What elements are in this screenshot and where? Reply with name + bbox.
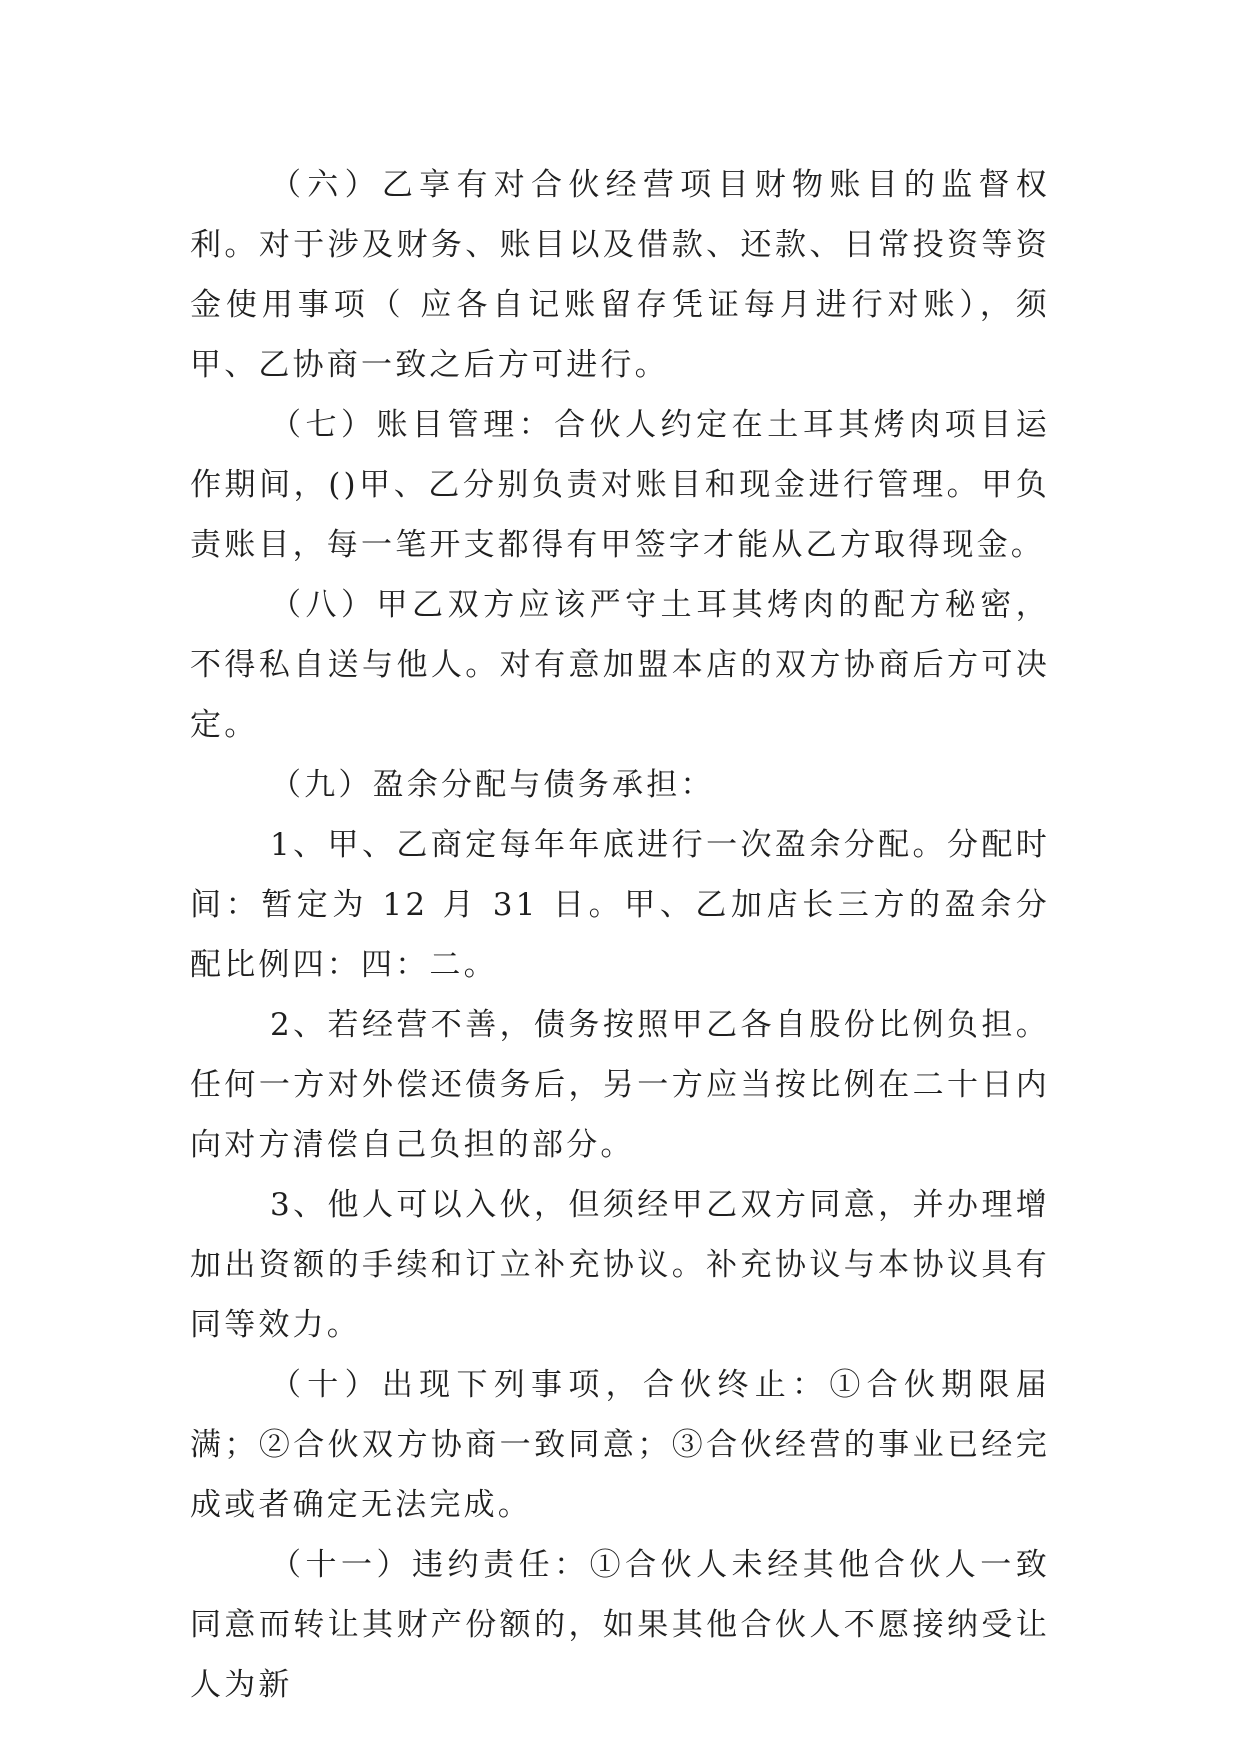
paragraph-clause-6: （六）乙享有对合伙经营项目财物账目的监督权利。对于涉及财务、账目以及借款、还款、日常投资等资金使用事项（ 应各自记账留存凭证每月进行对账），须甲、乙协商一致之后方可进行。 <box>190 167 1050 383</box>
paragraph-clause-9-item-2: 2、若经营不善，债务按照甲乙各自股份比例负担。任何一方对外偿还债务后，另一方应当按比例在二十日内向对方清偿自己负担的部分。 <box>190 1007 1050 1163</box>
paragraph-clause-7: （七）账目管理：合伙人约定在土耳其烤肉项目运作期间，()甲、乙分别负责对账目和现金进行管理。甲负责账目，每一笔开支都得有甲签字才能从乙方取得现金。 <box>190 407 1050 563</box>
paragraph-clause-11: （十一）违约责任：①合伙人未经其他合伙人一致同意而转让其财产份额的，如果其他合伙人不愿接纳受让人为新 <box>190 1547 1050 1703</box>
paragraph-clause-9-heading: （九）盈余分配与债务承担： <box>270 767 715 803</box>
paragraph-clause-10: （十）出现下列事项，合伙终止：①合伙期限届满；②合伙双方协商一致同意；③合伙经营的事业已经完成或者确定无法完成。 <box>190 1367 1050 1523</box>
paragraph-clause-9-item-1: 1、甲、乙商定每年年底进行一次盈余分配。分配时间：暂定为 12 月 31 日。甲、乙加店长三方的盈余分配比例四：四：二。 <box>190 827 1050 983</box>
paragraph-clause-9-item-3: 3、他人可以入伙，但须经甲乙双方同意，并办理增加出资额的手续和订立补充协议。补充协议与本协议具有同等效力。 <box>190 1187 1050 1343</box>
document-body <box>190 155 1050 1715</box>
paragraph-clause-8: （八）甲乙双方应该严守土耳其烤肉的配方秘密，不得私自送与他人。对有意加盟本店的双方协商后方可决定。 <box>190 587 1050 743</box>
